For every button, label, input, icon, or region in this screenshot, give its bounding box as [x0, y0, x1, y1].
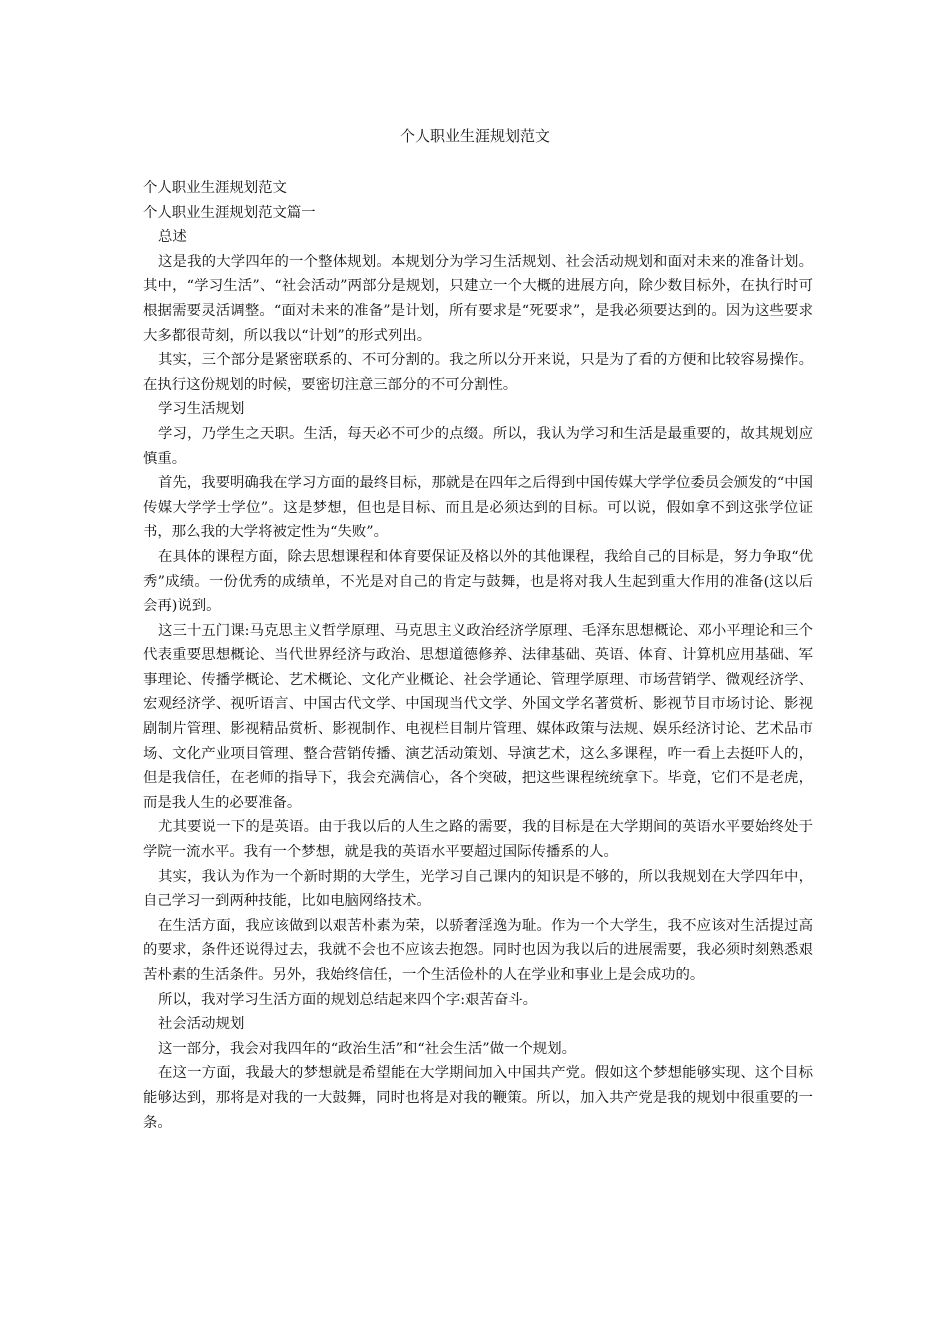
paragraph: 这一部分，我会对我四年的“政治生活”和“社会生活”做一个规划。 [158, 1040, 576, 1057]
paragraph: 在具体的课程方面，除去思想课程和体育要保证及格以外的其他课程，我给自己的目标是，努力争取“优秀”成绩。一份优秀的成绩单，不光是对自己的肯定与鼓舞，也是将对我人生起到重大作用的准备(这以后会再)说到。 [143, 548, 813, 615]
document-body [143, 176, 813, 1135]
section-heading-overview: 总述 [158, 229, 187, 246]
paragraph: 在这一方面，我最大的梦想就是希望能在大学期间加入中国共产党。假如这个梦想能够实现、这个目标能够达到，那将是对我的一大鼓舞，同时也将是对我的鞭策。所以，加入共产党是我的规划中很重要的一条。 [143, 1065, 813, 1131]
heading-article-one: 个人职业生涯规划范文篇一 [143, 204, 316, 221]
paragraph: 其实，三个部分是紧密联系的、不可分割的。我之所以分开来说，只是为了看的方便和比较容易操作。在执行这份规划的时候，要密切注意三部分的不可分割性。 [143, 352, 813, 393]
paragraph: 尤其要说一下的是英语。由于我以后的人生之路的需要，我的目标是在大学期间的英语水平要始终处于学院一流水平。我有一个梦想，就是我的英语水平要超过国际传播系的人。 [143, 819, 813, 861]
document-title: 个人职业生涯规划范文 [399, 127, 550, 145]
heading-main: 个人职业生涯规划范文 [143, 180, 287, 196]
paragraph: 学习，乃学生之天职。生活，每天必不可少的点缀。所以，我认为学习和生活是最重要的，故其规划应慎重。 [143, 425, 813, 467]
paragraph: 首先，我要明确我在学习方面的最终目标，那就是在四年之后得到中国传媒大学学位委员会颁发的“中国传媒大学学士学位”。这是梦想，但也是目标、而且是必须达到的目标。可以说，假如拿不到这张学位证书，那么我的大学将被定性为“失败”。 [143, 475, 813, 541]
paragraph: 所以，我对学习生活方面的规划总结起来四个字:艰苦奋斗。 [158, 991, 538, 1008]
paragraph: 这三十五门课:马克思主义哲学原理、马克思主义政治经济学原理、毛泽东思想概论、邓小平理论和三个代表重要思想概论、当代世界经济与政治、思想道德修养、法律基础、英语、体育、计算机应用基础、军事理论、传播学概论、艺术概论、文化产业概论、社会学通论、管理学原理、市场营销学、微观经济学、宏观经济学、视听语言、中国古代文学、中国现当代文学、外国文学名著赏析、影视节目市场讨论、影视剧制片管理、影视精品赏析、影视制作、电视栏目制片管理、媒体政策与法规、娱乐经济讨论、艺术品市场、文化产业项目管理、整合营销传播、演艺活动策划、导演艺术，这么多课程，咋一看上去挺吓人的，但是我信任，在老师的指导下，我会充满信心，各个突破，把这些课程统统拿下。毕竟，它们不是老虎，而是我人生的必要准备。 [143, 622, 813, 811]
paragraph: 其实，我认为作为一个新时期的大学生，光学习自己课内的知识是不够的，所以我规划在大学四年中，自己学习一到两种技能，比如电脑网络技术。 [143, 868, 813, 910]
paragraph: 在生活方面，我应该做到以艰苦朴素为荣，以骄奢淫逸为耻。作为一个大学生，我不应该对生活提过高的要求，条件还说得过去，我就不会也不应该去抱怨。同时也因为我以后的进展需要，我必须时刻熟悉艰苦朴素的生活条件。另外，我始终信任，一个生活俭朴的人在学业和事业上是会成功的。 [143, 917, 813, 983]
paragraph: 这是我的大学四年的一个整体规划。本规划分为学习生活规划、社会活动规划和面对未来的准备计划。其中，“学习生活”、“社会活动”两部分是规划，只建立一个大概的进展方向，除少数目标外，在执行时可根据需要灵活调整。“面对未来的准备”是计划，所有要求是“死要求”，是我必须要达到的。因为这些要求大多都很苛刻，所以我以“计划”的形式列出。 [143, 253, 813, 344]
section-heading-social-activity: 社会活动规划 [158, 1016, 245, 1033]
section-heading-study-life: 学习生活规划 [158, 401, 245, 418]
